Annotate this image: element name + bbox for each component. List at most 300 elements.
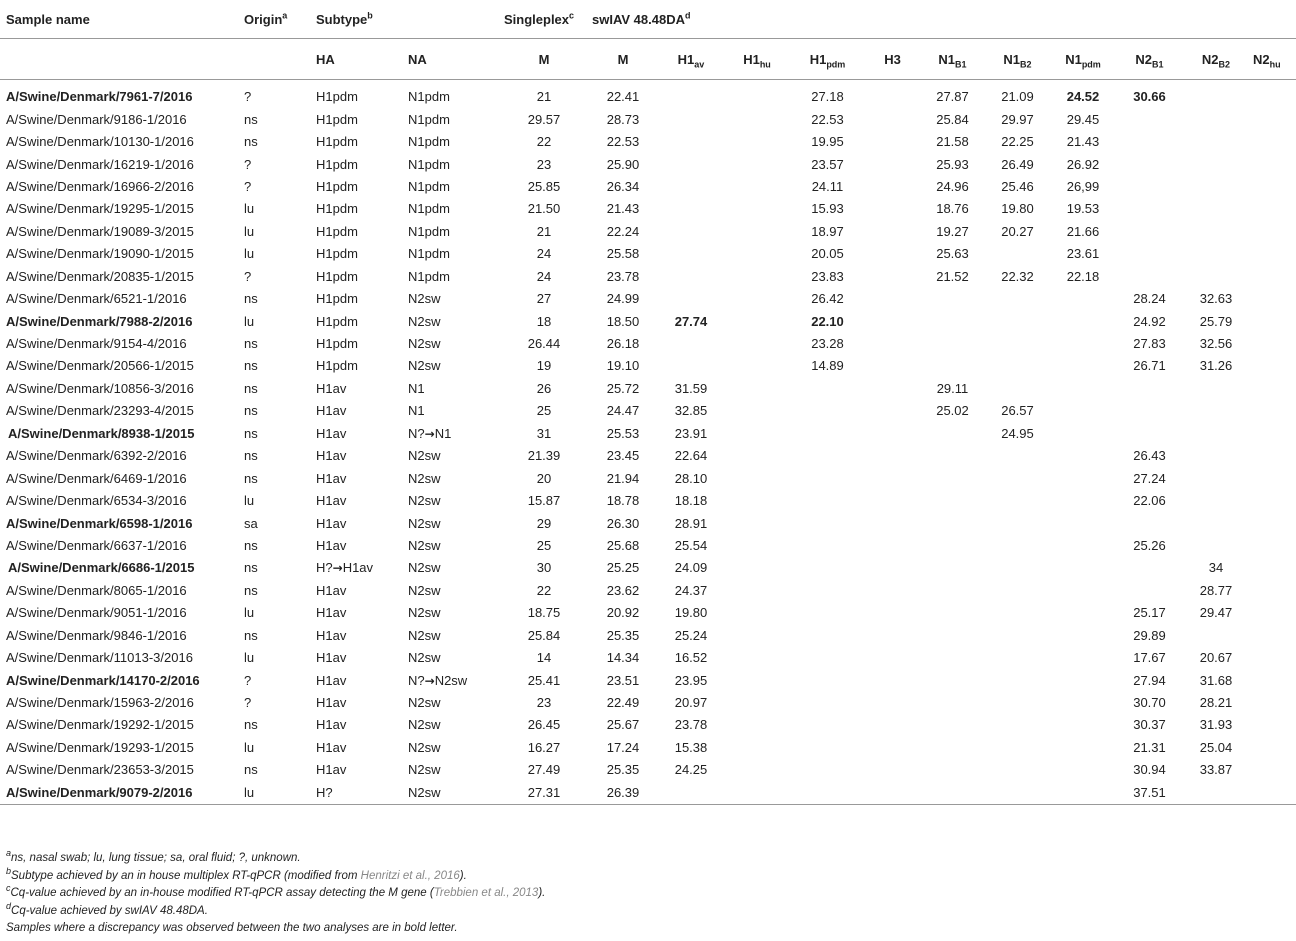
cell-n1b2: [985, 490, 1050, 512]
cell-h1av: 15.38: [674, 739, 708, 755]
cell-m: 25.53: [606, 425, 640, 441]
cell-h1pdm: 15.93: [811, 201, 844, 217]
cell-h1hu: [724, 310, 790, 332]
col-header-na: NA: [408, 51, 427, 67]
cell-n2b2: [1183, 378, 1249, 400]
cell-na: N2sw: [408, 695, 441, 711]
cell-h3: [865, 266, 920, 288]
cell-single-m: 18.75: [527, 605, 561, 621]
cell-h1av: 22.64: [674, 448, 708, 464]
cell-h1av: 24.09: [674, 560, 708, 576]
col-header-singleplex-m: M: [538, 51, 550, 67]
cell-h3: [865, 782, 920, 805]
cell-single-m: 18: [536, 313, 552, 329]
cell-n2hu: [1249, 423, 1296, 445]
col-header-target: $H1_{pdm}$: [809, 51, 846, 70]
cell-m: 25.72: [606, 380, 640, 396]
cell-na: N2sw: [408, 470, 441, 486]
arrow-icon: →: [332, 561, 343, 576]
table-row: [0, 692, 1296, 714]
cell-h1av: [658, 288, 724, 310]
header-row-2: [0, 39, 1296, 80]
cell-name: A/Swine/Denmark/19089-3/2015: [6, 223, 194, 239]
cell-h1pdm: 27.18: [811, 89, 844, 105]
cell-h1av: 20.97: [674, 695, 708, 711]
col-header-ha: HA: [316, 51, 335, 67]
cell-n2hu: [1249, 490, 1296, 512]
cell-n2b2: 31.26: [1199, 358, 1233, 374]
footnotes: [6, 850, 545, 938]
cell-h1pdm: [790, 445, 865, 467]
cell-n2b1: [1116, 176, 1183, 198]
cell-m: 18.50: [606, 313, 640, 329]
cell-n1pdm: 26.92: [1066, 156, 1100, 172]
cell-name: A/Swine/Denmark/9051-1/2016: [6, 605, 187, 621]
cell-n2b1: 27.83: [1133, 336, 1166, 352]
cell-h1hu: [724, 467, 790, 489]
cell-ha: H1pdm: [316, 358, 358, 374]
cell-m: 22.49: [606, 695, 640, 711]
cell-h3: [865, 108, 920, 130]
cell-n2b2: [1183, 198, 1249, 220]
cell-h3: [865, 692, 920, 714]
cell-n1pdm: [1050, 512, 1116, 534]
cell-n1b1: [920, 535, 985, 557]
cell-h1av: [658, 198, 724, 220]
cell-n1b1: [920, 580, 985, 602]
cell-na: N1pdm: [408, 246, 450, 262]
cell-na: N2sw: [408, 650, 441, 666]
footnote-d: $^d$Cq-value achieved by swIAV 48.48DA.: [6, 900, 208, 917]
cell-n2b2: 29.47: [1199, 605, 1233, 621]
cell-ha: H1av: [316, 515, 347, 531]
cell-n1b1: [920, 467, 985, 489]
cell-h1pdm: [790, 669, 865, 691]
cell-n1pdm: [1050, 378, 1116, 400]
cell-n2hu: [1249, 669, 1296, 691]
cell-n1b2: 25.46: [1001, 178, 1034, 194]
table-row: [0, 490, 1296, 512]
cell-n2hu: [1249, 243, 1296, 265]
cell-origin: ?: [244, 178, 252, 194]
cell-n2hu: [1249, 355, 1296, 377]
cell-h3: [865, 490, 920, 512]
cell-single-m: 23: [536, 156, 552, 172]
cell-h1pdm: [790, 737, 865, 759]
cell-origin: ?: [244, 89, 252, 105]
footnote-c: $^c$Cq-value achieved by an in-house modified RT-qPCR assay detecting the M gene (Trebbien et al., 2013).: [6, 883, 546, 899]
table-row: [0, 310, 1296, 332]
cell-h1hu: [724, 355, 790, 377]
cell-single-m: 24: [536, 268, 552, 284]
cell-ha: H1pdm: [316, 178, 358, 194]
cell-n2b2: 25.04: [1199, 739, 1233, 755]
cell-h1pdm: [790, 580, 865, 602]
cell-h1hu: [724, 423, 790, 445]
cell-h1hu: [724, 333, 790, 355]
cell-na: N2sw: [408, 560, 441, 576]
cell-n1pdm: 21.43: [1066, 134, 1100, 150]
cell-h3: [865, 153, 920, 175]
cell-n1b1: 25.63: [936, 246, 969, 262]
cell-ha: H1av: [316, 650, 347, 666]
cell-m: 28.73: [606, 111, 640, 127]
col-header-target: $N2_{hu}$: [1253, 51, 1281, 70]
col-header-swiav-m: M: [617, 51, 629, 67]
cell-n1pdm: [1050, 647, 1116, 669]
cell-origin: ns: [244, 291, 258, 307]
cell-h1pdm: [790, 625, 865, 647]
cell-n1b1: 27.87: [936, 89, 969, 105]
col-header-target: $N1_{B2}$: [1003, 51, 1032, 70]
cell-h3: [865, 445, 920, 467]
cell-n1b2: 22.32: [1001, 268, 1034, 284]
cell-n2hu: [1249, 625, 1296, 647]
cell-h1av: 25.24: [674, 627, 708, 643]
cell-n1pdm: 24.52: [1066, 89, 1100, 105]
table-row: [0, 153, 1296, 175]
cell-name: A/Swine/Denmark/6521-1/2016: [6, 291, 187, 307]
cell-n1b1: [920, 782, 985, 805]
cell-na: N1pdm: [408, 111, 450, 127]
cell-origin: ns: [244, 537, 258, 553]
cell-single-m: 21: [536, 223, 552, 239]
cell-ha: H1pdm: [316, 246, 358, 262]
cell-origin: ns: [244, 448, 258, 464]
table-row: [0, 198, 1296, 220]
cell-n2b2: [1183, 266, 1249, 288]
table-body: [0, 80, 1296, 805]
cell-h1av: 18.18: [674, 493, 708, 509]
cell-n1pdm: [1050, 557, 1116, 579]
cell-n2hu: [1249, 512, 1296, 534]
cell-ha: H1av: [316, 493, 347, 509]
cell-h1hu: [724, 647, 790, 669]
cell-origin: ns: [244, 560, 258, 576]
cell-h1av: 31.59: [674, 380, 708, 396]
cell-n1b2: [985, 310, 1050, 332]
cell-name: A/Swine/Denmark/16219-1/2016: [6, 156, 194, 172]
cell-n1pdm: [1050, 355, 1116, 377]
cell-n1b1: [920, 333, 985, 355]
cell-origin: ns: [244, 425, 258, 441]
cell-h1hu: [724, 445, 790, 467]
cell-single-m: 15.87: [527, 493, 561, 509]
cell-name: A/Swine/Denmark/20566-1/2015: [6, 358, 194, 374]
table-row: [0, 333, 1296, 355]
col-header-subtype: Subtype$^b$: [316, 10, 373, 27]
cell-n1b2: [985, 557, 1050, 579]
cell-h1hu: [724, 737, 790, 759]
cell-ha: H1av: [316, 672, 347, 688]
col-header-target: $N1_{pdm}$: [1065, 51, 1101, 70]
cell-m: 14.34: [606, 650, 640, 666]
cell-n1b1: 19.27: [936, 223, 969, 239]
cell-ha: H1pdm: [316, 313, 358, 329]
cell-single-m: 14: [536, 650, 552, 666]
header-row-1: [0, 0, 1296, 39]
cell-m: 25.67: [606, 717, 640, 733]
cell-h1av: 32.85: [674, 403, 708, 419]
cell-n2hu: [1249, 400, 1296, 422]
cell-ha: H1av: [316, 739, 347, 755]
cell-single-m: 27.31: [527, 784, 561, 800]
cell-m: 26.34: [606, 178, 640, 194]
cell-origin: sa: [244, 515, 258, 531]
cell-n2b1: [1116, 557, 1183, 579]
cell-n2b2: [1183, 80, 1249, 109]
cell-n2b1: 30.66: [1133, 89, 1166, 105]
table-row: [0, 602, 1296, 624]
cell-n2b2: [1183, 782, 1249, 805]
cell-n1b1: [920, 602, 985, 624]
cell-n1pdm: 23.61: [1066, 246, 1100, 262]
cell-h3: [865, 131, 920, 153]
cell-n1b2: [985, 445, 1050, 467]
cell-origin: ns: [244, 380, 258, 396]
cell-h3: [865, 310, 920, 332]
cell-na: N2sw: [408, 493, 441, 509]
cell-ha: H1av: [316, 425, 347, 441]
cell-n2b2: [1183, 243, 1249, 265]
cell-n1b2: [985, 669, 1050, 691]
cell-h1pdm: 14.89: [811, 358, 844, 374]
cell-ha: H1av: [316, 582, 347, 598]
cell-origin: lu: [244, 650, 255, 666]
cell-origin: lu: [244, 223, 255, 239]
cell-n2b1: 25.17: [1133, 605, 1166, 621]
cell-h1hu: [724, 153, 790, 175]
cell-ha: H1pdm: [316, 156, 358, 172]
cell-h1av: 28.91: [674, 515, 708, 531]
cell-n1b2: 26.49: [1001, 156, 1034, 172]
table-row: [0, 423, 1296, 445]
cell-name: A/Swine/Denmark/6534-3/2016: [6, 493, 187, 509]
cell-h1pdm: [790, 512, 865, 534]
cell-single-m: 19: [536, 358, 552, 374]
cell-n2b1: 21.31: [1133, 739, 1166, 755]
cell-name: A/Swine/Denmark/23293-4/2015: [6, 403, 194, 419]
cell-n1b1: 25.84: [936, 111, 969, 127]
cell-n1pdm: [1050, 602, 1116, 624]
cell-n2b1: [1116, 221, 1183, 243]
cell-n1pdm: 21.66: [1066, 223, 1100, 239]
table-row: [0, 737, 1296, 759]
cell-single-m: 29.57: [527, 111, 561, 127]
cell-h1pdm: [790, 647, 865, 669]
table-row: [0, 580, 1296, 602]
cell-ha: H1pdm: [316, 268, 358, 284]
cell-na: N2sw: [408, 605, 441, 621]
cell-n1pdm: [1050, 400, 1116, 422]
cell-name: A/Swine/Denmark/19090-1/2015: [6, 246, 194, 262]
cell-n1b1: [920, 445, 985, 467]
cell-h1pdm: 23.28: [811, 336, 844, 352]
cell-n1b2: [985, 535, 1050, 557]
cell-ha: H1av: [316, 695, 347, 711]
table-row: [0, 625, 1296, 647]
cell-n2hu: [1249, 198, 1296, 220]
cell-h1pdm: [790, 400, 865, 422]
cell-n1b1: 25.02: [936, 403, 969, 419]
table-row: [0, 512, 1296, 534]
cell-n2hu: [1249, 557, 1296, 579]
cell-n2b1: [1116, 243, 1183, 265]
cell-n2b1: 22.06: [1133, 493, 1166, 509]
cell-single-m: 27.49: [527, 762, 561, 778]
cell-n1pdm: [1050, 423, 1116, 445]
cell-origin: lu: [244, 246, 255, 262]
cell-ha: H1av: [316, 380, 347, 396]
cell-h1av: [658, 153, 724, 175]
cell-n2hu: [1249, 221, 1296, 243]
cell-h1pdm: [790, 378, 865, 400]
cell-h3: [865, 80, 920, 109]
cell-ha: H1av: [316, 448, 347, 464]
cell-n1pdm: [1050, 310, 1116, 332]
cell-ha: H?→H1av: [316, 560, 374, 576]
table-row: [0, 80, 1296, 109]
table-row: [0, 243, 1296, 265]
cell-ha: H1av: [316, 403, 347, 419]
cell-ha: H1pdm: [316, 89, 358, 105]
cell-ha: H1pdm: [316, 336, 358, 352]
cell-m: 25.58: [606, 246, 640, 262]
cell-na: N2sw: [408, 291, 441, 307]
cell-n1b1: 21.58: [936, 134, 969, 150]
cell-m: 18.78: [606, 493, 640, 509]
cell-h1hu: [724, 80, 790, 109]
cell-n1b1: [920, 714, 985, 736]
reference-link-henritzi[interactable]: Henritzi et al., 2016: [360, 869, 460, 882]
cell-n1b2: [985, 378, 1050, 400]
cell-n2b2: [1183, 108, 1249, 130]
col-header-origin: Origin$^a$: [244, 10, 288, 27]
cell-n2hu: [1249, 647, 1296, 669]
cell-n2b1: [1116, 266, 1183, 288]
cell-n2b2: [1183, 467, 1249, 489]
cell-h1pdm: [790, 467, 865, 489]
cell-n1b2: [985, 243, 1050, 265]
cell-n2hu: [1249, 288, 1296, 310]
table-row: [0, 355, 1296, 377]
cell-n1b2: 21.09: [1001, 89, 1034, 105]
footnote-bold-note: Samples where a discrepancy was observed between the two analyses are in bold letter.: [6, 922, 458, 934]
cell-na: N2sw: [408, 627, 441, 643]
cell-n2b1: [1116, 153, 1183, 175]
cell-m: 19.10: [606, 358, 640, 374]
arrow-icon: →: [424, 426, 435, 441]
cell-n2b1: [1116, 108, 1183, 130]
cell-origin: ?: [244, 695, 252, 711]
cell-n1b1: [920, 557, 985, 579]
cell-n2hu: [1249, 692, 1296, 714]
cell-single-m: 31: [536, 425, 552, 441]
footnote-b: $^b$Subtype achieved by an in house multiplex RT-qPCR (modified from Henritzi et al., 2016).: [6, 865, 467, 882]
cell-h1pdm: [790, 759, 865, 781]
cell-h3: [865, 221, 920, 243]
cell-single-m: 29: [536, 515, 552, 531]
cell-m: 25.35: [606, 762, 640, 778]
cell-name: A/Swine/Denmark/10130-1/2016: [6, 134, 194, 150]
cell-n2b2: [1183, 535, 1249, 557]
cell-n1b1: 21.52: [936, 268, 969, 284]
cell-n1b1: [920, 692, 985, 714]
cell-h1hu: [724, 198, 790, 220]
cell-h1hu: [724, 288, 790, 310]
cell-h1hu: [724, 669, 790, 691]
cell-h3: [865, 580, 920, 602]
cell-n1b2: [985, 467, 1050, 489]
cell-h1pdm: [790, 535, 865, 557]
cell-h1hu: [724, 557, 790, 579]
cell-m: 26.30: [606, 515, 640, 531]
cell-m: 22.41: [606, 89, 640, 105]
cell-n1pdm: [1050, 714, 1116, 736]
cell-n2hu: [1249, 310, 1296, 332]
cell-h1hu: [724, 131, 790, 153]
cell-origin: lu: [244, 739, 255, 755]
cell-h1av: [658, 221, 724, 243]
cell-h1av: 27.74: [674, 313, 708, 329]
cell-n1b1: [920, 737, 985, 759]
cell-h3: [865, 647, 920, 669]
cell-na: N1: [408, 380, 425, 396]
cell-m: 22.24: [606, 223, 640, 239]
cell-single-m: 16.27: [527, 739, 561, 755]
cell-ha: H1av: [316, 762, 347, 778]
table-row: [0, 108, 1296, 130]
cell-n2b2: 33.87: [1199, 762, 1233, 778]
cell-m: 25.25: [606, 560, 640, 576]
cell-n1b2: [985, 759, 1050, 781]
cell-h1av: [658, 782, 724, 805]
col-header-target: $N2_{B2}$: [1201, 51, 1231, 70]
cell-n2b2: 28.77: [1199, 582, 1233, 598]
cell-origin: ns: [244, 582, 258, 598]
cell-n1b2: 29.97: [1001, 111, 1034, 127]
cell-h1av: 24.25: [674, 762, 708, 778]
cell-n2b1: 24.92: [1133, 313, 1166, 329]
cell-h1av: 23.95: [674, 672, 708, 688]
col-header-target: H3: [884, 51, 901, 67]
cell-origin: ns: [244, 470, 258, 486]
cell-h3: [865, 535, 920, 557]
table-row: [0, 467, 1296, 489]
cell-na: N2sw: [408, 739, 441, 755]
cell-h1av: 19.80: [674, 605, 708, 621]
cell-ha: H1av: [316, 605, 347, 621]
cell-h3: [865, 557, 920, 579]
cell-h1pdm: 18.97: [811, 223, 844, 239]
cell-h1av: [658, 80, 724, 109]
cell-single-m: 26.45: [527, 717, 561, 733]
reference-link-trebbien[interactable]: Trebbien et al., 2013: [433, 887, 539, 899]
cell-m: 22.53: [606, 134, 640, 150]
cell-h1hu: [724, 692, 790, 714]
table-row: [0, 759, 1296, 781]
cell-h1hu: [724, 108, 790, 130]
cell-n1b1: [920, 625, 985, 647]
cell-h1av: [658, 266, 724, 288]
cell-n1b1: [920, 423, 985, 445]
cell-single-m: 26.44: [527, 336, 561, 352]
cell-na: N1pdm: [408, 268, 450, 284]
cell-n2hu: [1249, 266, 1296, 288]
cell-n1b2: [985, 714, 1050, 736]
cell-h1av: [658, 243, 724, 265]
cell-n1b1: [920, 512, 985, 534]
